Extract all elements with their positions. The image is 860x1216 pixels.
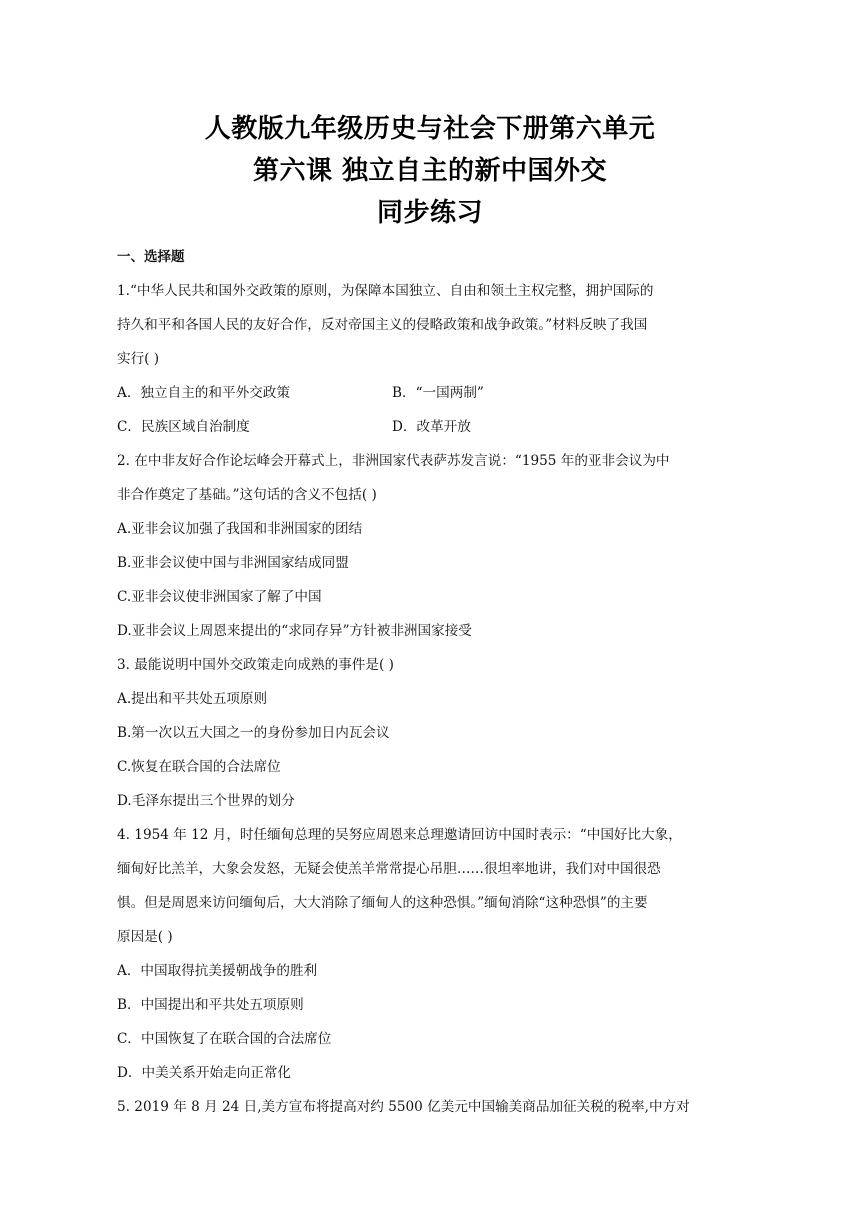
option-d: D.毛泽东提出三个世界的划分 <box>117 793 295 809</box>
question-4 <box>117 818 733 1090</box>
option-c: C.恢复在联合国的合法席位 <box>117 759 281 775</box>
options-row <box>117 376 733 410</box>
option-b: B．“一国两制” <box>392 385 484 401</box>
title-line-2: 第六课 独立自主的新中国外交 <box>252 156 608 186</box>
option-c: C．中国恢复了在联合国的合法席位 <box>117 1031 332 1047</box>
option-d: D．改革开放 <box>392 419 471 435</box>
title-line-3: 同步练习 <box>376 198 483 228</box>
option-c: C．民族区域自治制度 <box>117 419 250 435</box>
question-stem-line: 原因是( ) <box>117 929 173 945</box>
option-c: C.亚非会议使非洲国家了解了中国 <box>117 589 322 605</box>
question-stem-line: 实行( ) <box>117 351 160 367</box>
option-d: D.亚非会议上周恩来提出的“求同存异”方针被非洲国家接受 <box>117 623 472 639</box>
document-content <box>117 240 733 1124</box>
question-stem-line: 3. 最能说明中国外交政策走向成熟的事件是( ) <box>117 657 394 673</box>
question-3 <box>117 648 733 818</box>
question-stem-line: 持久和平和各国人民的友好合作，反对帝国主义的侵略政策和战争政策。”材料反映了我国 <box>117 317 648 333</box>
question-stem-line: 4. 1954 年 12 月，时任缅甸总理的吴努应周恩来总理邀请回访中国时表示：“中国好比大象， <box>117 827 682 843</box>
question-stem-line: 1.“中华人民共和国外交政策的原则，为保障本国独立、自由和领土主权完整，拥护国际的 <box>117 283 654 299</box>
question-stem-line: 非合作奠定了基础。”这句话的含义不包括( ) <box>117 487 377 503</box>
question-stem-line: 5. 2019 年 8 月 24 日,美方宣布将提高对约 5500 亿美元中国输美商品加征关税的税率,中方对 <box>117 1099 690 1115</box>
option-b: B.第一次以五大国之一的身份参加日内瓦会议 <box>117 725 390 741</box>
option-b: B．中国提出和平共处五项原则 <box>117 997 304 1013</box>
option-b: B.亚非会议使中国与非洲国家结成同盟 <box>117 555 349 571</box>
question-stem-line: 惧。但是周恩来访问缅甸后，大大消除了缅甸人的这种恐惧。”缅甸消除“这种恐惧”的主要 <box>117 895 648 911</box>
option-a: A.提出和平共处五项原则 <box>117 691 268 707</box>
section-heading: 一、选择题 <box>117 249 185 265</box>
option-a: A.亚非会议加强了我国和非洲国家的团结 <box>117 521 363 537</box>
option-a: A．中国取得抗美援朝战争的胜利 <box>117 963 318 979</box>
options-row <box>117 410 733 444</box>
question-stem-line: 2. 在中非友好合作论坛峰会开幕式上，非洲国家代表萨苏发言说：“1955 年的亚非会议为中 <box>117 453 670 469</box>
question-2 <box>117 444 733 648</box>
question-stem-line: 缅甸好比羔羊，大象会发怒，无疑会使羔羊常常提心吊胆……很坦率地讲，我们对中国很恐 <box>117 861 661 877</box>
document-title <box>0 108 860 234</box>
question-1 <box>117 274 733 444</box>
question-5 <box>117 1090 733 1124</box>
option-a: A．独立自主的和平外交政策 <box>117 385 290 401</box>
option-d: D．中美关系开始走向正常化 <box>117 1065 292 1081</box>
title-line-1: 人教版九年级历史与社会下册第六单元 <box>204 114 656 144</box>
